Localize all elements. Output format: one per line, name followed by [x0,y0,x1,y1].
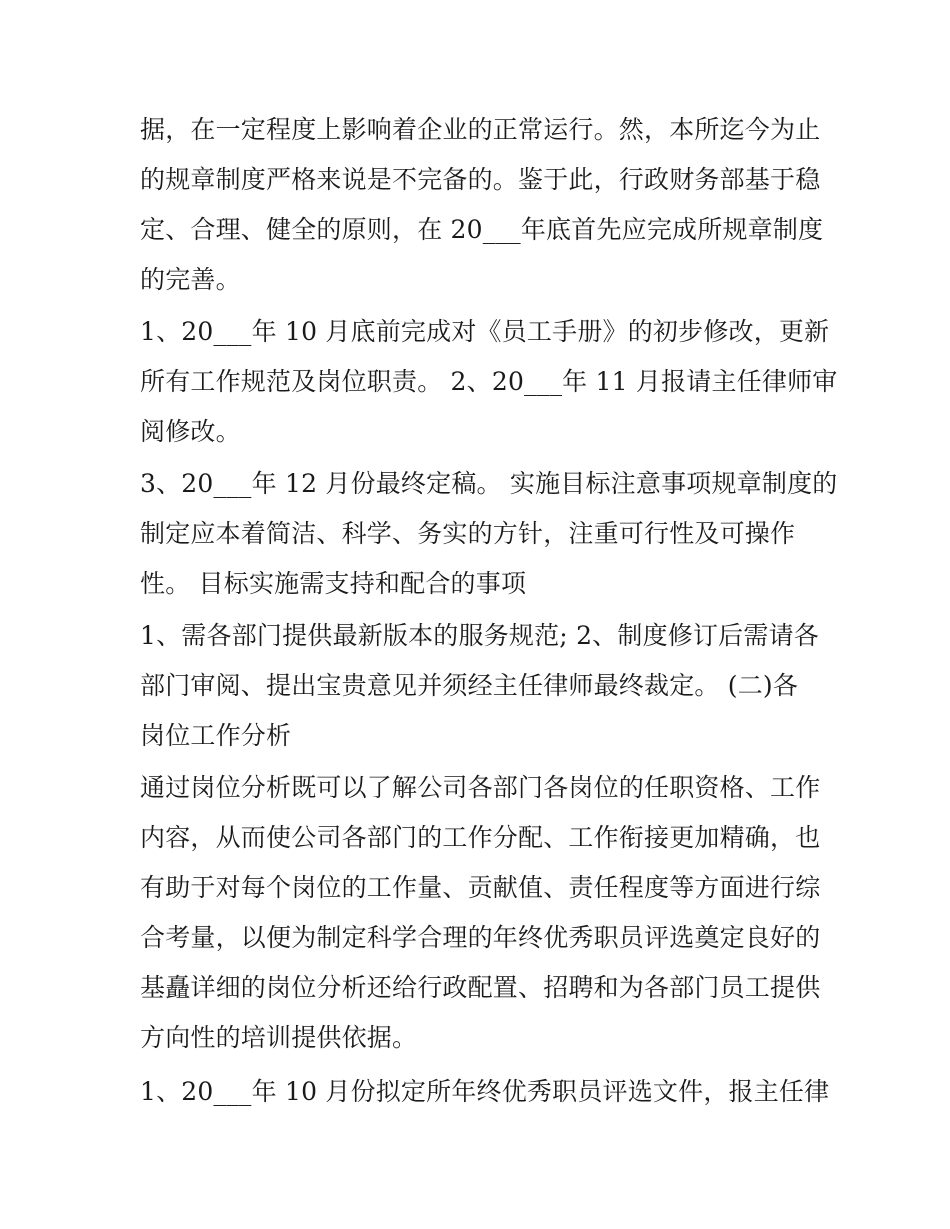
text-line: 方向性的培训提供依据。 [140,1023,418,1052]
text-line: 1、20___年 10 月底前完成对《员工手册》的初步修改，更新 [140,317,830,346]
text-line: 1、20___年 10 月份拟定所年终优秀职员评选文件，报主任律 [140,1077,830,1106]
text-line: 3、20___年 12 月份最终定稿。 实施目标注意事项规章制度的 [140,469,838,498]
text-line: 的规章制度严格来说是不完备的。鉴于此，行政财务部基于稳 [140,165,821,194]
text-line: 有助于对每个岗位的工作量、贡献值、责任程度等方面进行综 [140,873,821,902]
text-line: 内容，从而使公司各部门的工作分配、工作衔接更加精确，也 [140,823,821,852]
text-line: 据，在一定程度上影响着企业的正常运行。然，本所迄今为止 [140,115,821,144]
text-line: 合考量，以便为制定科学合理的年终优秀职员评选奠定良好的 [140,923,821,952]
text-line: 阅修改。 [140,417,241,446]
text-line: 性。 目标实施需支持和配合的事项 [140,569,527,598]
text-line: 制定应本着简洁、科学、务实的方针，注重可行性及可操作 [140,519,796,548]
text-line: 通过岗位分析既可以了解公司各部门各岗位的任职资格、工作 [140,773,821,802]
text-line: 1、需各部门提供最新版本的服务规范; 2、制度修订后需请各 [140,621,819,650]
text-line: 部门审阅、提出宝贵意见并须经主任律师最终裁定。 (二)各 [140,671,799,700]
text-line: 的完善。 [140,265,241,294]
text-line: 定、合理、健全的原则，在 20___年底首先应完成所规章制度 [140,215,824,244]
text-line: 基矗详细的岗位分析还给行政配置、招聘和为各部门员工提供 [140,973,821,1002]
text-line: 岗位工作分析 [140,721,292,750]
text-line: 所有工作规范及岗位职责。 2、20___年 11 月报请主任律师审 [140,367,838,396]
